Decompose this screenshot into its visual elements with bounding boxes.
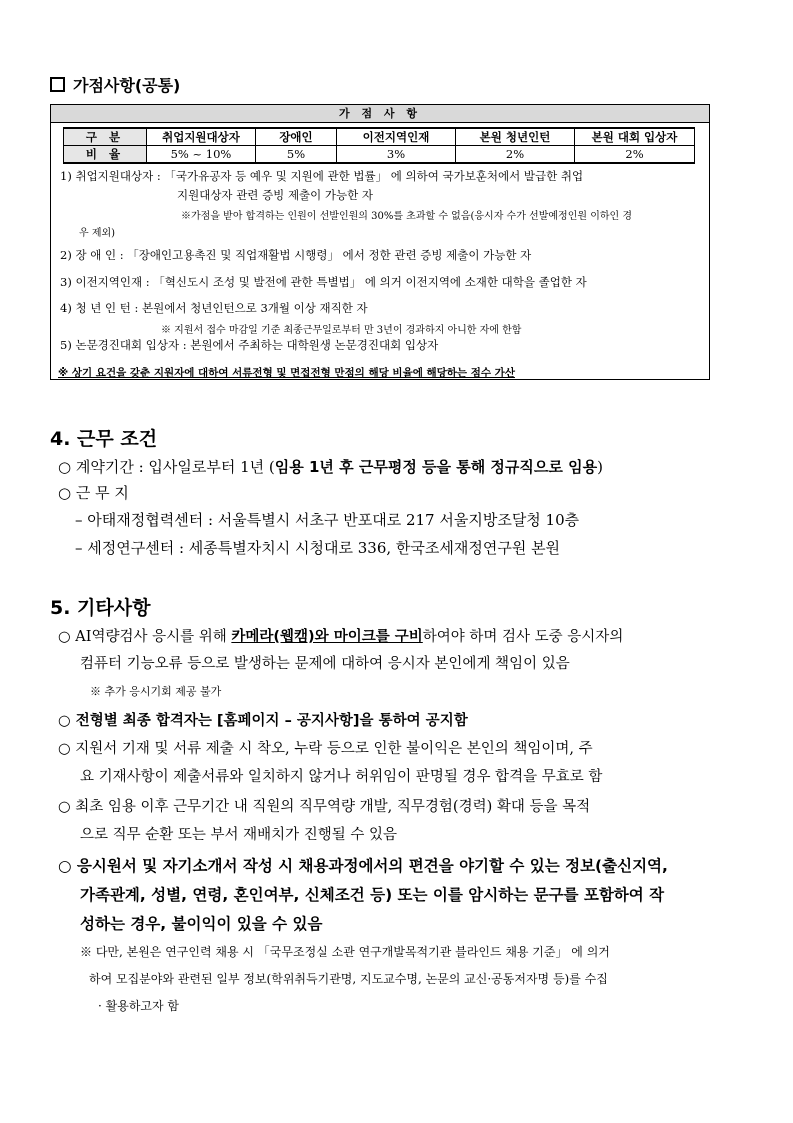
- blind-hiring-notice: ○ 응시원서 및 자기소개서 작성 시 채용과정에서의 편견을 야기할 수 있는 정보(출신지역,: [58, 857, 668, 875]
- bonus-note-5: 5) 논문경진대회 입상자 : 본원에서 주최하는 대학원생 논문경진대회 입상자: [60, 338, 439, 352]
- bonus-note-2: 2) 장 애 인 : 「장애인고용촉진 및 직업재활법 시행령」 에서 정한 관련 증빙 제출이 가능한 자: [60, 248, 532, 262]
- ai-test-notice: [58, 625, 623, 646]
- table-cell: 2%: [575, 146, 695, 164]
- ai-test-note: ※ 추가 응시기회 제공 불가: [90, 685, 222, 698]
- bonus-footer-note: ※ 상기 요건을 갖춘 지원자에 대하여 서류전형 및 면접전형 만점의 해당 비율에 해당하는 점수 가산: [58, 367, 515, 379]
- section-header: [50, 73, 180, 96]
- bonus-rate-table: [63, 127, 695, 164]
- bonus-box-title: 가 점 사 항: [51, 105, 709, 123]
- blind-hiring-note: ※ 다만, 본원은 연구인력 채용 시 「국무조정실 소관 연구개발목적기관 블라인드 채용 기준」 에 의거: [80, 945, 610, 959]
- bonus-note-3: 3) 이전지역인재 : 「혁신도시 조성 및 발전에 관한 특별법」 에 의거 이전지역에 소재한 대학을 졸업한 자: [60, 275, 587, 289]
- workplace-item: – 세정연구센터 : 세종특별자치시 시청대로 336, 한국조세재정연구원 본원: [75, 539, 561, 557]
- bonus-note-1-sub: ※가점을 받아 합격하는 인원이 선발인원의 30%를 초과할 수 없음(응시자 수가 선발예정인원 이하인 경: [181, 211, 633, 222]
- table-header-cell: 구 분: [64, 128, 147, 146]
- ai-test-notice-line2: 컴퓨터 기능오류 등으로 발생하는 문제에 대하여 응시자 본인에게 책임이 있음: [80, 656, 570, 672]
- checkbox-square-icon: [50, 77, 65, 92]
- ai-test-notice-text: ○ AI역량검사 응시를 위해: [58, 629, 232, 645]
- table-header-cell: 장애인: [256, 128, 337, 146]
- submission-notice: ○ 지원서 기재 및 서류 제출 시 착오, 누락 등으로 인한 불이익은 본인의 책임이며, 주: [58, 741, 593, 757]
- table-cell: 5%: [256, 146, 337, 164]
- bonus-note-1-cont: 지원대상자 관련 증빙 제출이 가능한 자: [177, 188, 374, 202]
- bonus-note-1-sub-cont: 우 제외): [79, 228, 116, 239]
- table-cell: 5% ~ 10%: [147, 146, 256, 164]
- bonus-note-4: 4) 청 년 인 턴 : 본원에서 청년인턴으로 3개월 이상 재직한 자: [60, 301, 368, 315]
- contract-period-close: ): [597, 458, 603, 476]
- blind-hiring-notice-line2: 가족관계, 성별, 연령, 혼인여부, 신체조건 등) 또는 이를 암시하는 문구를 포함하여 작: [80, 886, 665, 904]
- bonus-note-1: 1) 취업지원대상자 : 「국가유공자 등 예우 및 지원에 관한 법률」 에 의하여 국가보훈처에서 발급한 취업: [60, 169, 584, 183]
- table-header-cell: 본원 대회 입상자: [575, 128, 695, 146]
- section-header-label: 가점사항(공통): [73, 76, 181, 95]
- blind-hiring-note-line3: · 활용하고자 함: [98, 999, 179, 1013]
- contract-period: [58, 456, 603, 477]
- table-cell: 3%: [337, 146, 456, 164]
- blind-hiring-notice-line3: 성하는 경우, 불이익이 있을 수 있음: [80, 915, 323, 933]
- submission-notice-line2: 요 기재사항이 제출서류와 일치하지 않거나 허위임이 판명될 경우 합격을 무효로 함: [80, 769, 603, 785]
- rotation-notice-line2: 으로 직무 순환 또는 부서 재배치가 진행될 수 있음: [80, 827, 398, 843]
- bonus-note-4-sub: ※ 지원서 접수 마감일 기준 최종근무일로부터 만 3년이 경과하지 아니한 자에 한함: [161, 325, 522, 336]
- table-header-cell: 이전지역인재: [337, 128, 456, 146]
- workplace-heading: ○ 근 무 지: [58, 484, 129, 502]
- final-announcement: ○ 전형별 최종 합격자는 [홈페이지 – 공지사항]을 통하여 공지함: [58, 713, 468, 729]
- contract-period-label: ○ 계약기간 : 입사일로부터 1년 (: [58, 458, 275, 476]
- section-5-title: 5. 기타사항: [50, 597, 151, 619]
- ai-test-emphasis: 카메라(웹캠)와 마이크를 구비: [231, 629, 423, 645]
- table-header-cell: 취업지원대상자: [147, 128, 256, 146]
- section-4-title: 4. 근무 조건: [50, 428, 158, 450]
- contract-period-emphasis: 임용 1년 후 근무평정 등을 통해 정규직으로 임용: [274, 458, 598, 476]
- ai-test-notice-text-cont: 하여야 하며 검사 도중 응시자의: [422, 629, 624, 645]
- workplace-item: – 아태재정협력센터 : 서울특별시 서초구 반포대로 217 서울지방조달청 10층: [75, 511, 580, 529]
- blind-hiring-note-line2: 하여 모집분야와 관련된 일부 정보(학위취득기관명, 지도교수명, 논문의 교신·공동저자명 등)를 수집: [89, 972, 608, 986]
- rotation-notice: ○ 최초 임용 이후 근무기간 내 직원의 직무역량 개발, 직무경험(경력) 확대 등을 목적: [58, 799, 591, 815]
- table-header-cell: 본원 청년인턴: [456, 128, 575, 146]
- table-row-label: 비 율: [64, 146, 147, 164]
- table-cell: 2%: [456, 146, 575, 164]
